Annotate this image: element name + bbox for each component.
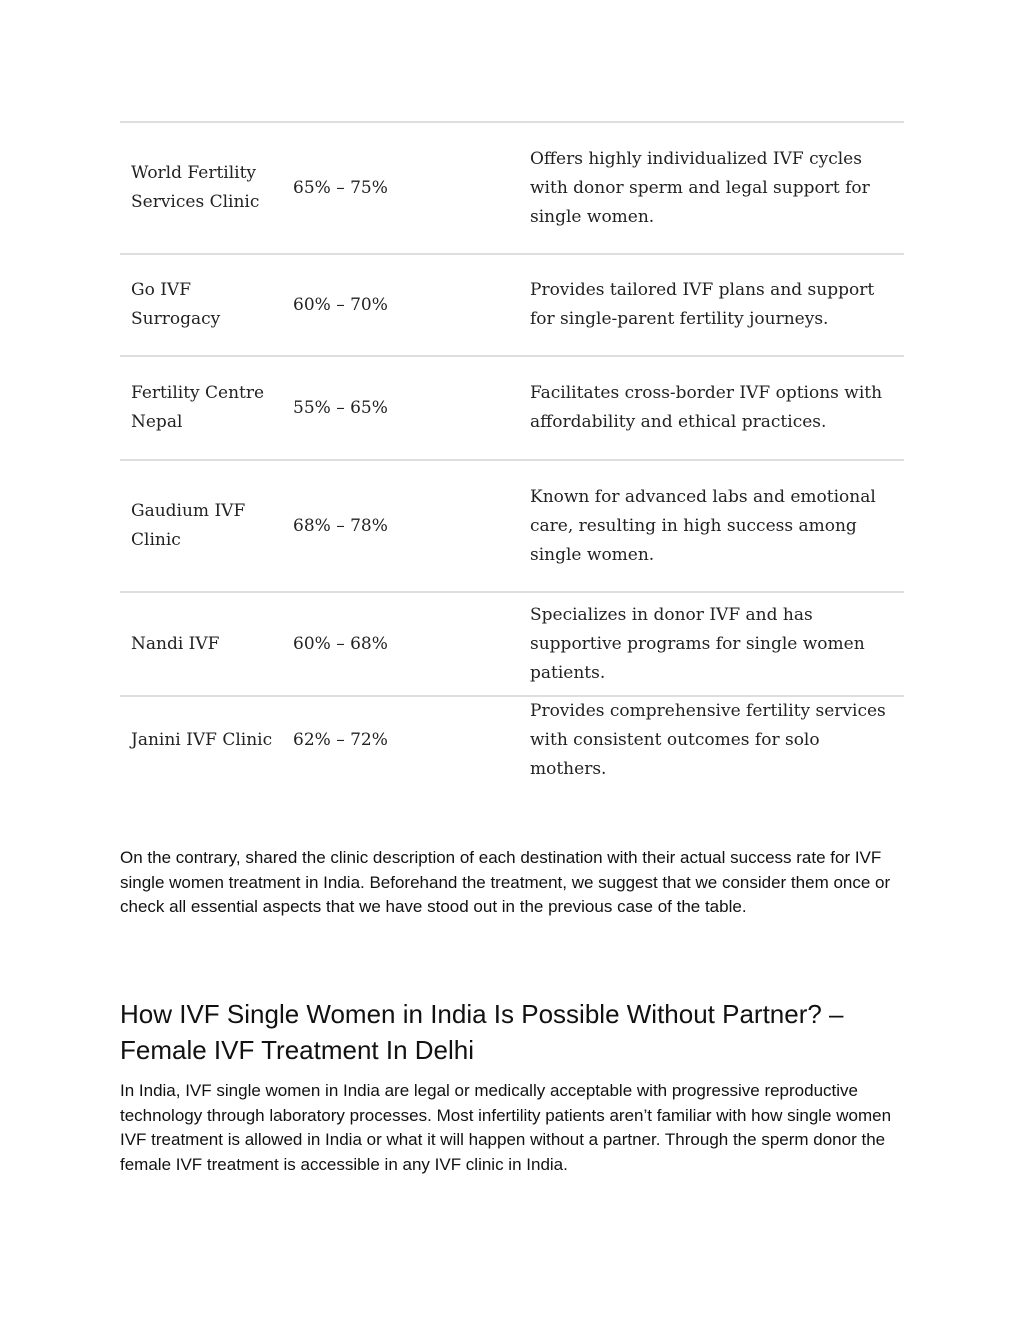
success-rate: 62% – 72% [293, 730, 388, 750]
clinic-name: Fertility Centre Nepal [131, 383, 265, 432]
section-heading: How IVF Single Women in India Is Possible Without Partner? – Female IVF Treatment In Delhi [120, 999, 844, 1065]
clinic-description: Provides tailored IVF plans and support for single-parent fertility journeys. [530, 280, 875, 329]
table-row [120, 122, 904, 254]
clinic-success-table [120, 121, 904, 784]
clinic-description: Offers highly individualized IVF cycles with donor sperm and legal support for single women. [530, 148, 870, 227]
clinic-name: Go IVF Surrogacy [131, 280, 221, 329]
success-rate: 60% – 70% [293, 294, 388, 315]
table-row [120, 592, 904, 696]
clinic-name: Janini IVF Clinic [131, 730, 273, 750]
success-rate: 68% – 78% [293, 515, 388, 536]
table-row [120, 696, 904, 784]
clinic-description: Known for advanced labs and emotional care, resulting in high success among single women. [530, 486, 876, 565]
table-row [120, 254, 904, 356]
clinic-name: Nandi IVF [131, 633, 220, 654]
clinic-name: World Fertility Services Clinic [131, 163, 260, 212]
success-rate: 65% – 75% [293, 177, 388, 198]
table-row [120, 356, 904, 460]
clinic-description: Specializes in donor IVF and has supportive programs for single women patients. [530, 604, 865, 683]
success-rate: 60% – 68% [293, 633, 388, 654]
clinic-description: Provides comprehensive fertility services with consistent outcomes for solo mothers. [530, 701, 886, 779]
clinic-name: Gaudium IVF Clinic [131, 501, 246, 550]
summary-paragraph: On the contrary, shared the clinic description of each destination with their actual success rate for IVF single women treatment in India. Beforehand the treatment, we suggest that we consider them once or check all essential aspects that we have stood out in the previous case of the table. [120, 848, 891, 916]
section-body-paragraph: In India, IVF single women in India are legal or medically acceptable with progressive reproductive technology through laboratory processes. Most infertility patients aren’t familiar with how single women IVF treatment is allowed in India or what it will happen without a partner. Through the sperm donor the female IVF treatment is accessible in any IVF clinic in India. [120, 1081, 892, 1174]
clinic-description: Facilitates cross-border IVF options with affordability and ethical practices. [530, 383, 883, 432]
success-rate: 55% – 65% [293, 397, 388, 418]
table-row [120, 460, 904, 592]
